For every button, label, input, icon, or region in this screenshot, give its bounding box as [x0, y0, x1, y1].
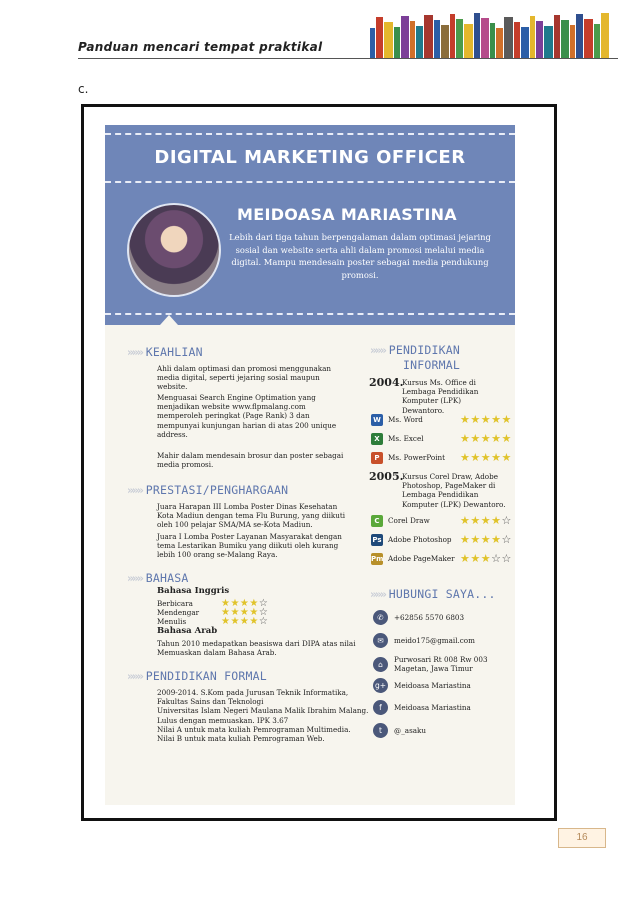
book-spine — [490, 23, 495, 58]
banner-dashed-line-mid — [105, 181, 515, 183]
contact-item — [373, 633, 503, 648]
software-skill-row — [371, 514, 512, 527]
book-spine — [584, 19, 593, 58]
document-header-title: Panduan mencari tempat praktikal — [78, 40, 323, 54]
software-label: Adobe Photoshop — [388, 535, 452, 544]
course-2004-text: Kursus Ms. Office di Lembaga Pendidikan Komputer (LPK) Dewantoro. — [402, 378, 479, 415]
contact-item — [373, 655, 503, 673]
books-banner-image — [370, 12, 620, 58]
book-spine — [370, 28, 375, 58]
book-spine — [481, 18, 489, 58]
book-spine — [384, 22, 393, 58]
prestasi-item-1: Juara Harapan III Lomba Poster Dinas Kesehatan Kota Madiun dengan tema Flu Burung, yang diikuti oleh 100 pelajar SMA/MA se-Kota Madiun. — [157, 502, 346, 530]
software-label: Ms. Excel — [388, 434, 424, 443]
phone-icon: ✆ — [373, 610, 388, 625]
book-spine — [464, 24, 473, 58]
job-title: DIGITAL MARKETING OFFICER — [154, 147, 466, 168]
profile-summary: Lebih dari tiga tahun berpengalaman dalam optimasi jejaring sosial dan website serta ahli dalam promosi melalui media digital. Mampu mendesain poster sebagai media pendukung promosi. — [229, 232, 491, 280]
twitter-icon: t — [373, 723, 388, 738]
book-spine — [441, 25, 449, 58]
skill-label: Menulis — [157, 617, 187, 626]
software-label: Adobe PageMaker — [388, 554, 455, 563]
page-number: 16 — [558, 828, 606, 848]
book-spine — [401, 16, 409, 58]
arabic-note: Tahun 2010 medapatkan beasiswa dari DIPA atas nilai Memuaskan dalam Bahasa Arab. — [157, 639, 356, 658]
contact-item — [373, 610, 503, 625]
facebook-icon: f — [373, 700, 388, 715]
course-2005-text: Kursus Corel Draw, Adobe Photoshop, PageMaker di Lembaga Pendidikan Komputer (LPK) Dewantoro. — [402, 472, 506, 509]
chevron-icon: »»» — [127, 669, 142, 683]
book-spine — [434, 20, 440, 58]
software-label: Ms. Word — [388, 415, 423, 424]
contact-text: Meidoasa Mariastina — [394, 680, 471, 690]
header-rule — [78, 58, 618, 59]
course-year-2004: 2004. — [369, 376, 404, 389]
book-spine — [536, 21, 543, 58]
rating-stars: ★★★★☆ — [221, 598, 269, 609]
language-english: Bahasa Inggris — [157, 586, 230, 596]
skill-label: Berbicara — [157, 599, 193, 608]
rating-stars: ★★★★☆ — [460, 514, 512, 527]
profile-photo — [127, 203, 221, 297]
book-spine — [570, 25, 575, 58]
book-spine — [424, 15, 433, 58]
software-skill-row — [371, 533, 512, 546]
chevron-icon: »»» — [127, 483, 142, 497]
software-skill-row — [371, 413, 512, 426]
chevron-icon: »»» — [127, 571, 142, 585]
section-prestasi: »»» PRESTASI/PENGHARGAAN — [127, 483, 289, 497]
contact-text: meido175@gmail.com — [394, 635, 475, 645]
book-spine — [544, 26, 553, 58]
software-label: Corel Draw — [388, 516, 430, 525]
rating-stars: ★★★★☆ — [221, 616, 269, 627]
section-label: c. — [78, 82, 89, 96]
book-spine — [410, 21, 415, 58]
section-pendidikan-informal-line2: INFORMAL — [403, 358, 460, 372]
section-keahlian: »»» KEAHLIAN — [127, 345, 203, 359]
course-year-2005: 2005. — [369, 470, 404, 483]
formal-education-line: Nilai A untuk mata kuliah Pemrograman Multimedia. — [157, 724, 351, 734]
book-spine — [530, 16, 535, 58]
keahlian-item-1: Ahli dalam optimasi dan promosi menggunakan media digital, seperti jejaring sosial maupun website. — [157, 364, 332, 392]
corel-draw-icon: C — [371, 515, 383, 527]
section-pendidikan-informal: »»» PENDIDIKAN — [370, 343, 461, 357]
contact-text: Meidoasa Mariastina — [394, 703, 471, 712]
book-spine — [496, 28, 503, 58]
keahlian-item-3: Mahir dalam mendesain brosur dan poster sebagai media promosi. — [157, 451, 344, 470]
rating-stars: ★★★★★ — [460, 432, 512, 445]
book-spine — [554, 15, 560, 58]
book-spine — [521, 27, 529, 58]
formal-education-line: 2009-2014. S.Kom pada Jurusan Teknik Informatika, Fakultas Sains dan Teknologi — [157, 688, 349, 707]
rating-stars: ★★★★★ — [460, 451, 512, 464]
resume-poster — [105, 125, 515, 805]
chevron-icon: »»» — [370, 343, 385, 357]
book-spine — [576, 14, 583, 58]
contact-item — [373, 678, 503, 693]
software-skill-row — [371, 552, 512, 565]
contact-text: @_asaku — [394, 725, 427, 735]
book-spine — [376, 17, 383, 58]
email-icon: ✉ — [373, 633, 388, 648]
section-bahasa: »»» BAHASA — [127, 571, 189, 585]
book-spine — [514, 22, 520, 58]
keahlian-item-2: Menguasai Search Engine Optimation yang menjadikan website www.flpmalang.com memperoleh peringkat (Page Rank) 3 dan mempunyai kunjungan harian di atas 200 unique address. — [157, 393, 337, 439]
skill-label: Mendengar — [157, 608, 200, 617]
book-spine — [474, 13, 480, 58]
book-spine — [594, 24, 600, 58]
rating-stars: ★★★☆☆ — [460, 552, 512, 565]
software-label: Ms. PowerPoint — [388, 453, 446, 462]
book-spine — [394, 27, 400, 58]
contact-item — [373, 723, 503, 738]
software-skill-row — [371, 451, 512, 464]
contact-text: Purwosari Rt 008 Rw 003 Magetan, Jawa Timur — [394, 655, 488, 673]
rating-stars: ★★★★☆ — [221, 607, 269, 618]
contact-item — [373, 700, 503, 715]
ms-word-icon: W — [371, 414, 383, 426]
ms-powerpoint-icon: P — [371, 452, 383, 464]
book-spine — [456, 19, 463, 58]
contact-text: +62856 5570 6803 — [394, 613, 465, 622]
book-spine — [601, 13, 609, 58]
banner-notch — [160, 315, 178, 325]
googleplus-icon: g+ — [373, 678, 388, 693]
location-icon: ⌂ — [373, 657, 388, 672]
language-arabic: Bahasa Arab — [157, 626, 218, 636]
formal-education-line: Nilai B untuk mata kuliah Pemrograman Web. — [157, 734, 325, 744]
section-pendidikan-formal: »»» PENDIDIKAN FORMAL — [127, 669, 267, 683]
banner-dashed-line-top — [105, 133, 515, 135]
rating-stars: ★★★★☆ — [460, 533, 512, 546]
candidate-name: MEIDOASA MARIASTINA — [237, 205, 457, 224]
software-skill-row — [371, 432, 512, 445]
adobe-pagemaker-icon: Pm — [371, 554, 384, 563]
language-skill-row — [157, 616, 268, 627]
chevron-icon: »»» — [127, 345, 142, 359]
book-spine — [416, 26, 423, 58]
chevron-icon: »»» — [370, 587, 385, 601]
rating-stars: ★★★★★ — [460, 413, 512, 426]
prestasi-item-2: Juara I Lomba Poster Layanan Masyarakat dengan tema Lestarikan Bumiku yang diikuti oleh kurang lebih 100 orang se-Malang Raya. — [157, 532, 342, 560]
book-spine — [561, 20, 569, 58]
book-spine — [450, 14, 455, 58]
book-spine — [504, 17, 513, 58]
section-hubungi: »»» HUBUNGI SAYA... — [370, 587, 496, 601]
formal-education-line: Lulus dengan memuaskan. IPK 3.67 — [157, 715, 289, 725]
ms-excel-icon: X — [371, 433, 383, 445]
formal-education-line: Universitas Islam Negeri Maulana Malik Ibrahim Malang. — [157, 706, 369, 716]
adobe-photoshop-icon: Ps — [372, 535, 382, 544]
